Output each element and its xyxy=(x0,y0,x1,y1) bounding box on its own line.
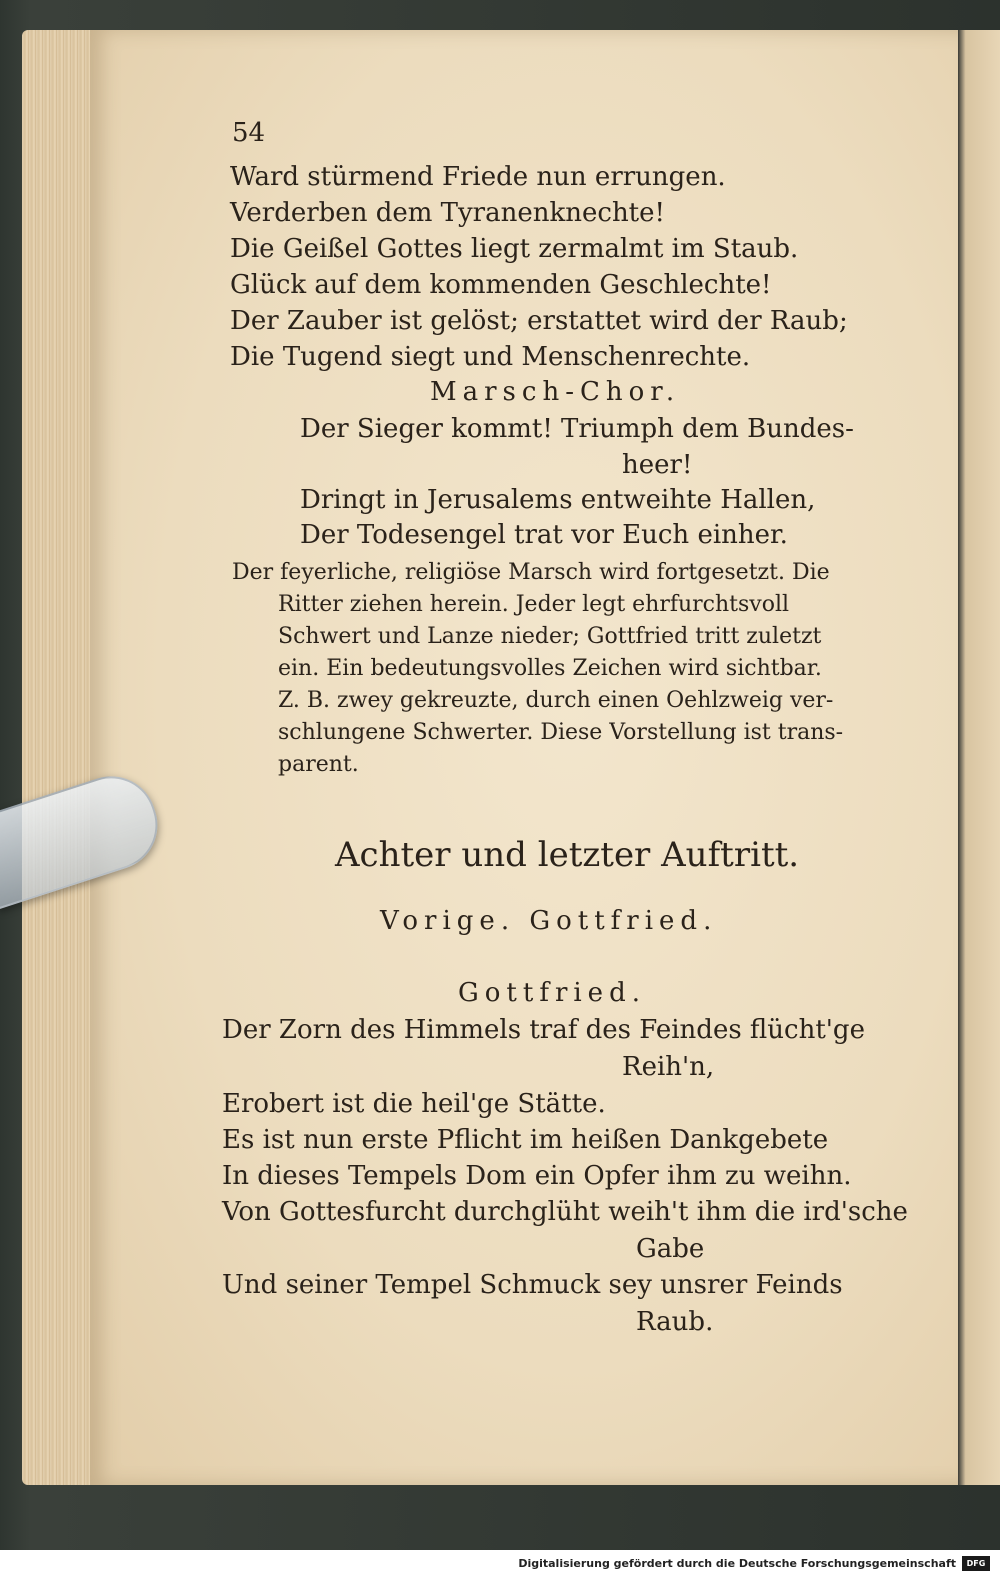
verse-line: Glück auf dem kommenden Geschlechte! xyxy=(230,270,772,300)
stage-direction-line: schlungene Schwerter. Diese Vorstellung ist trans- xyxy=(278,720,844,745)
page-number: 54 xyxy=(232,118,266,148)
dfg-logo: DFG xyxy=(962,1556,990,1571)
choir-line: heer! xyxy=(622,450,693,480)
choir-line: Der Sieger kommt! Triumph dem Bundes- xyxy=(300,414,854,444)
footer-bar xyxy=(0,1550,1000,1585)
speaker-name: Gottfried. xyxy=(458,978,646,1008)
speech-line: Es ist nun erste Pflicht im heißen Dankgebete xyxy=(222,1125,829,1155)
footer-credit: Digitalisierung gefördert durch die Deutsche Forschungsgemeinschaft xyxy=(518,1557,956,1570)
scene-title: Achter und letzter Auftritt. xyxy=(335,835,800,875)
stage-direction-line: Der feyerliche, religiöse Marsch wird fortgesetzt. Die xyxy=(232,560,830,585)
verse-line: Ward stürmend Friede nun errungen. xyxy=(230,162,726,192)
speech-line: Gabe xyxy=(636,1234,705,1264)
stage-direction-line: parent. xyxy=(278,752,359,777)
verse-line: Die Geißel Gottes liegt zermalmt im Staub. xyxy=(230,234,799,264)
choir-line: Dringt in Jerusalems entweihte Hallen, xyxy=(300,485,816,515)
speech-line: In dieses Tempels Dom ein Opfer ihm zu weihn. xyxy=(222,1161,852,1191)
verse-line: Verderben dem Tyranenknechte! xyxy=(230,198,665,228)
choir-line: Der Todesengel trat vor Euch einher. xyxy=(300,520,788,550)
facing-page-edge xyxy=(958,30,1000,1485)
characters-list: Vorige. Gottfried. xyxy=(380,906,718,936)
speech-line: Und seiner Tempel Schmuck sey unsrer Feinds xyxy=(222,1270,843,1300)
verse-line: Die Tugend siegt und Menschenrechte. xyxy=(230,342,751,372)
speech-line: Erobert ist die heil'ge Stätte. xyxy=(222,1089,606,1119)
speech-line: Reih'n, xyxy=(622,1052,715,1082)
verse-line: Der Zauber ist gelöst; erstattet wird der Raub; xyxy=(230,306,848,336)
speech-line: Raub. xyxy=(636,1307,714,1337)
stage-direction-line: Ritter ziehen herein. Jeder legt ehrfurchtsvoll xyxy=(278,592,790,617)
speech-line: Der Zorn des Himmels traf des Feindes flücht'ge xyxy=(222,1015,865,1045)
stage-direction-line: Z. B. zwey gekreuzte, durch einen Oehlzweig ver- xyxy=(278,688,834,713)
stage-direction-line: ein. Ein bedeutungsvolles Zeichen wird sichtbar. xyxy=(278,656,822,681)
stage-direction-line: Schwert und Lanze nieder; Gottfried tritt zuletzt xyxy=(278,624,822,649)
speech-line: Von Gottesfurcht durchglüht weih't ihm die ird'sche xyxy=(222,1197,908,1227)
march-choir-heading: Marsch-Chor. xyxy=(430,377,681,407)
